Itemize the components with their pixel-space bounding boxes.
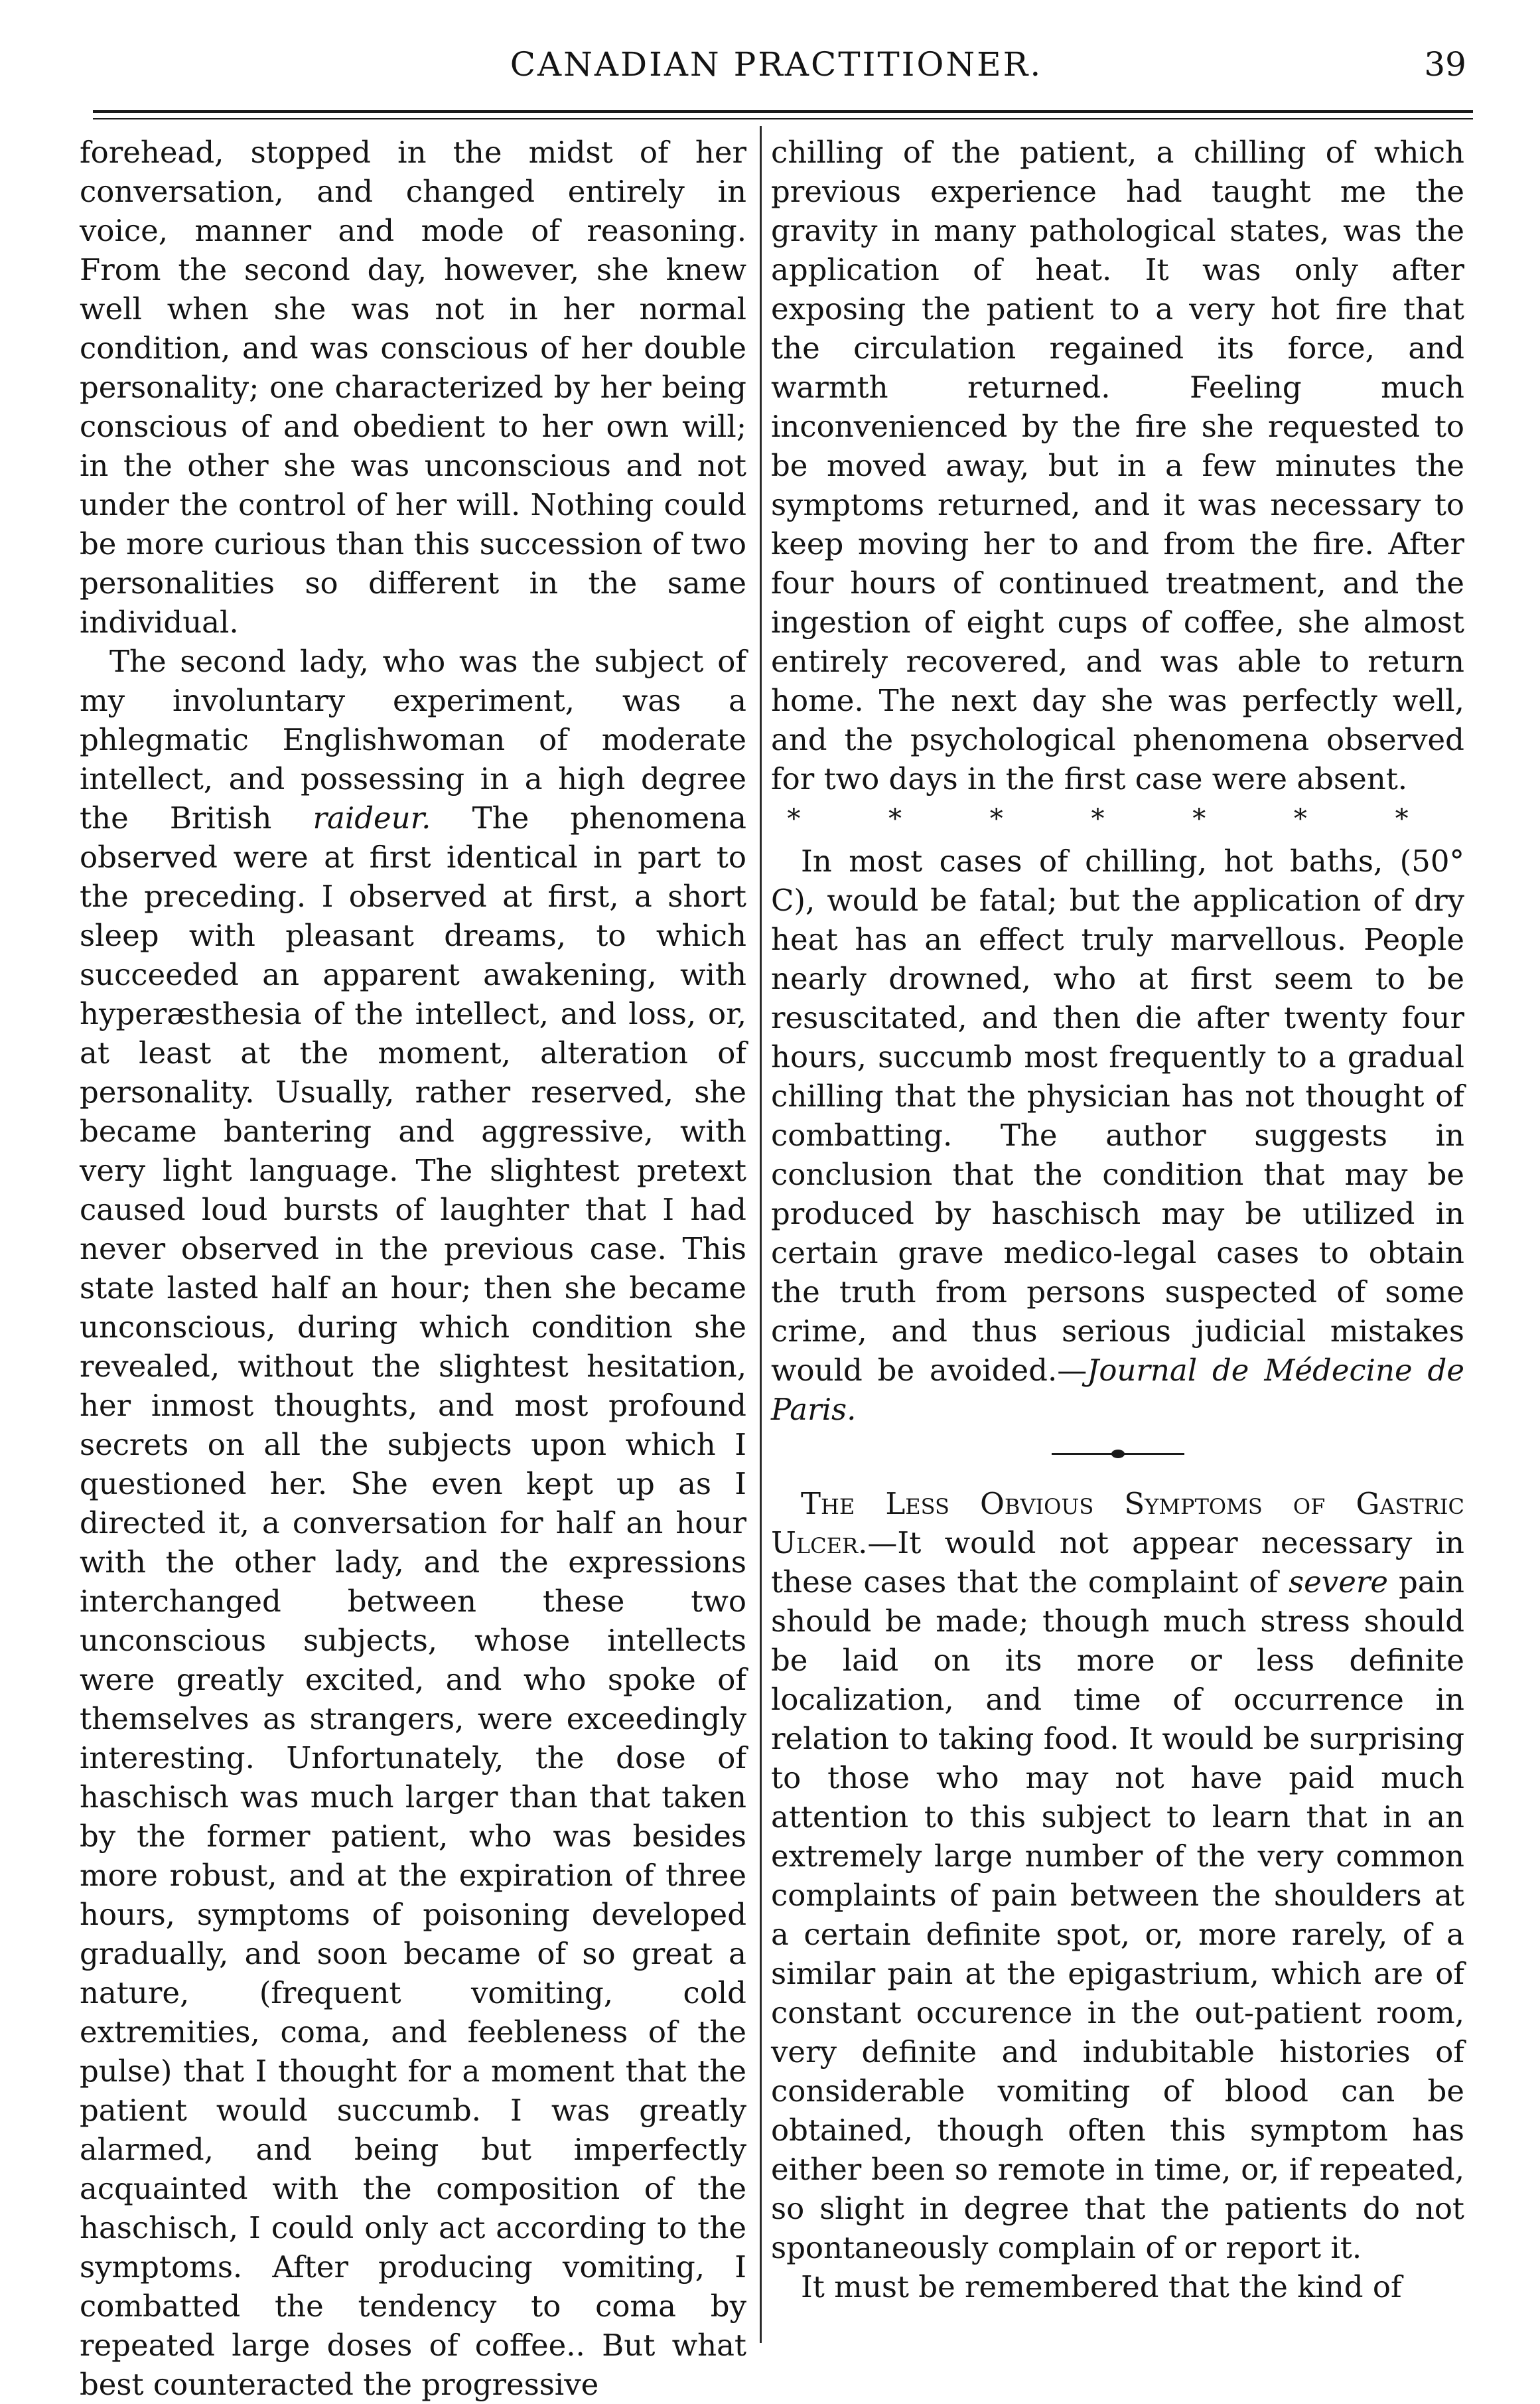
header-rule-thin [93,118,1473,119]
page-number: 39 [1424,45,1466,84]
italic-term: raideur. [313,800,431,836]
header-rule [93,110,1473,113]
paragraph-text: The phenomena observed were at first identical in part to the preceding. I observed at first, a short sleep with pleasant dreams, to which succeeded an apparent awakening, with hyperæsthesia of the intellect, and loss, or, at least at the moment, alteration of personality. Usually, rather reserved, she became bantering and aggressive, with very light language. The slightest pretext caused loud bursts of laughter that I had never observed in the previous case. This state lasted half an hour; then she became unconscious, during which condition she revealed, without the slightest hesitation, her inmost thoughts, and most profound secrets on all the subjects upon which I questioned her. She even kept up as I directed it, a conversation for half an hour with the other lady, and the expressions interchanged between these two unconscious subjects, whose intellects were greatly excited, and who spoke of themselves as strangers, were exceedingly interesting. Unfortunately, the dose of haschisch was much larger than that taken by the former patient, who was besides more robust, and at the expiration of three hours, symptoms of poisoning developed gradually, and soon became of so great a nature, (frequent vomiting, cold extremities, coma, and feebleness of the pulse) that I thought for a moment that the patient would succumb. I was greatly alarmed, and being but imperfectly acquainted with the composition of the haschisch, I could only act according to the symptoms. After producing vomiting, I combatted the tendency to coma by repeated large doses of coffee.. But what best counteracted the progressive [80,800,746,2402]
section-divider [1052,1453,1184,1455]
right-column [771,133,1464,2306]
paragraph-text: The second lady, who was the subject of my involuntary experiment, was a phlegmatic Englishwoman of moderate intellect, and possessing in a high degree the British [80,644,746,836]
source-citation: Journal de Médecine de Paris. [771,1353,1464,1427]
paragraph-second-lady [80,642,746,2404]
italic-term: severe [1289,1564,1388,1600]
paragraph-continued: chilling of the patient, a chilling of which previous experience had taught me the gravity in many pathological states, was the application of heat. It was only after exposing the patient to a very hot fire that the circulation regained its force, and warmth returned. Feeling much inconvenienced by the fire she requested to be moved away, but in a few minutes the symptoms returned, and it was necessary to keep moving her to and from the fire. After four hours of continued treatment, and the ingestion of eight cups of coffee, she almost entirely recovered, and was able to return home. The next day she was perfectly well, and the psychological phenomena observed for two days in the first case were absent. [771,135,1464,796]
paragraph-gastric-ulcer [771,1484,1464,2267]
running-title: CANADIAN PRACTITIONER. [510,45,1043,84]
asterism: * * * * * * * [787,804,1448,834]
paragraph-text: pain should be made; though much stress should be laid on its more or less definite localization, and time of occurrence in relation to taking food. It would be surprising to those who may not have paid much attention to this subject to learn that in an extremely large number of the very common complaints of pain between the shoulders at a certain definite spot, or, more rarely, of a similar pain at the epigastrium, which are of constant occurence in the out-patient room, very definite and indubitable histories of considerable vomiting of blood can be obtained, though often this symptom has either been so remote in time, or, if repeated, so slight in degree that the patients do not spontaneously complain of or report it. [771,1564,1465,2265]
column-divider [760,126,762,2343]
left-column [80,133,746,2404]
paragraph-text: In most cases of chilling, hot baths, (50° C), would be fatal; but the application of dry heat has an effect truly marvellous. People nearly drowned, who at first seem to be resuscitated, and then die after twenty four hours, succumb most frequently to a gradual chilling that the physician has not thought of combatting. The author suggests in conclusion that the condition that may be produced by haschisch may be utilized in certain grave medico-legal cases to obtain the truth from persons suspected of some crime, and thus serious judicial mistakes would be avoided.— [771,844,1464,1388]
paragraph-continued: forehead, stopped in the midst of her conversation, and changed entirely in voice, manner and mode of reasoning. From the second day, however, she knew well when she was not in her normal condition, and was conscious of her double personality; one characterized by her being conscious of and obedient to her own will; in the other she was unconscious and not under the control of her will. Nothing could be more curious than this succession of two personalities so different in the same individual. [80,135,746,640]
page-header [80,41,1473,94]
paragraph-final: It must be remembered that the kind of [801,2269,1402,2304]
section-heading: The Less Obvious Symptoms of Gastric Ulcer. [771,1486,1464,1560]
paragraph-chilling [771,842,1464,1429]
paragraph-text: —It would not appear necessary in these cases that the complaint of [771,1525,1464,1600]
